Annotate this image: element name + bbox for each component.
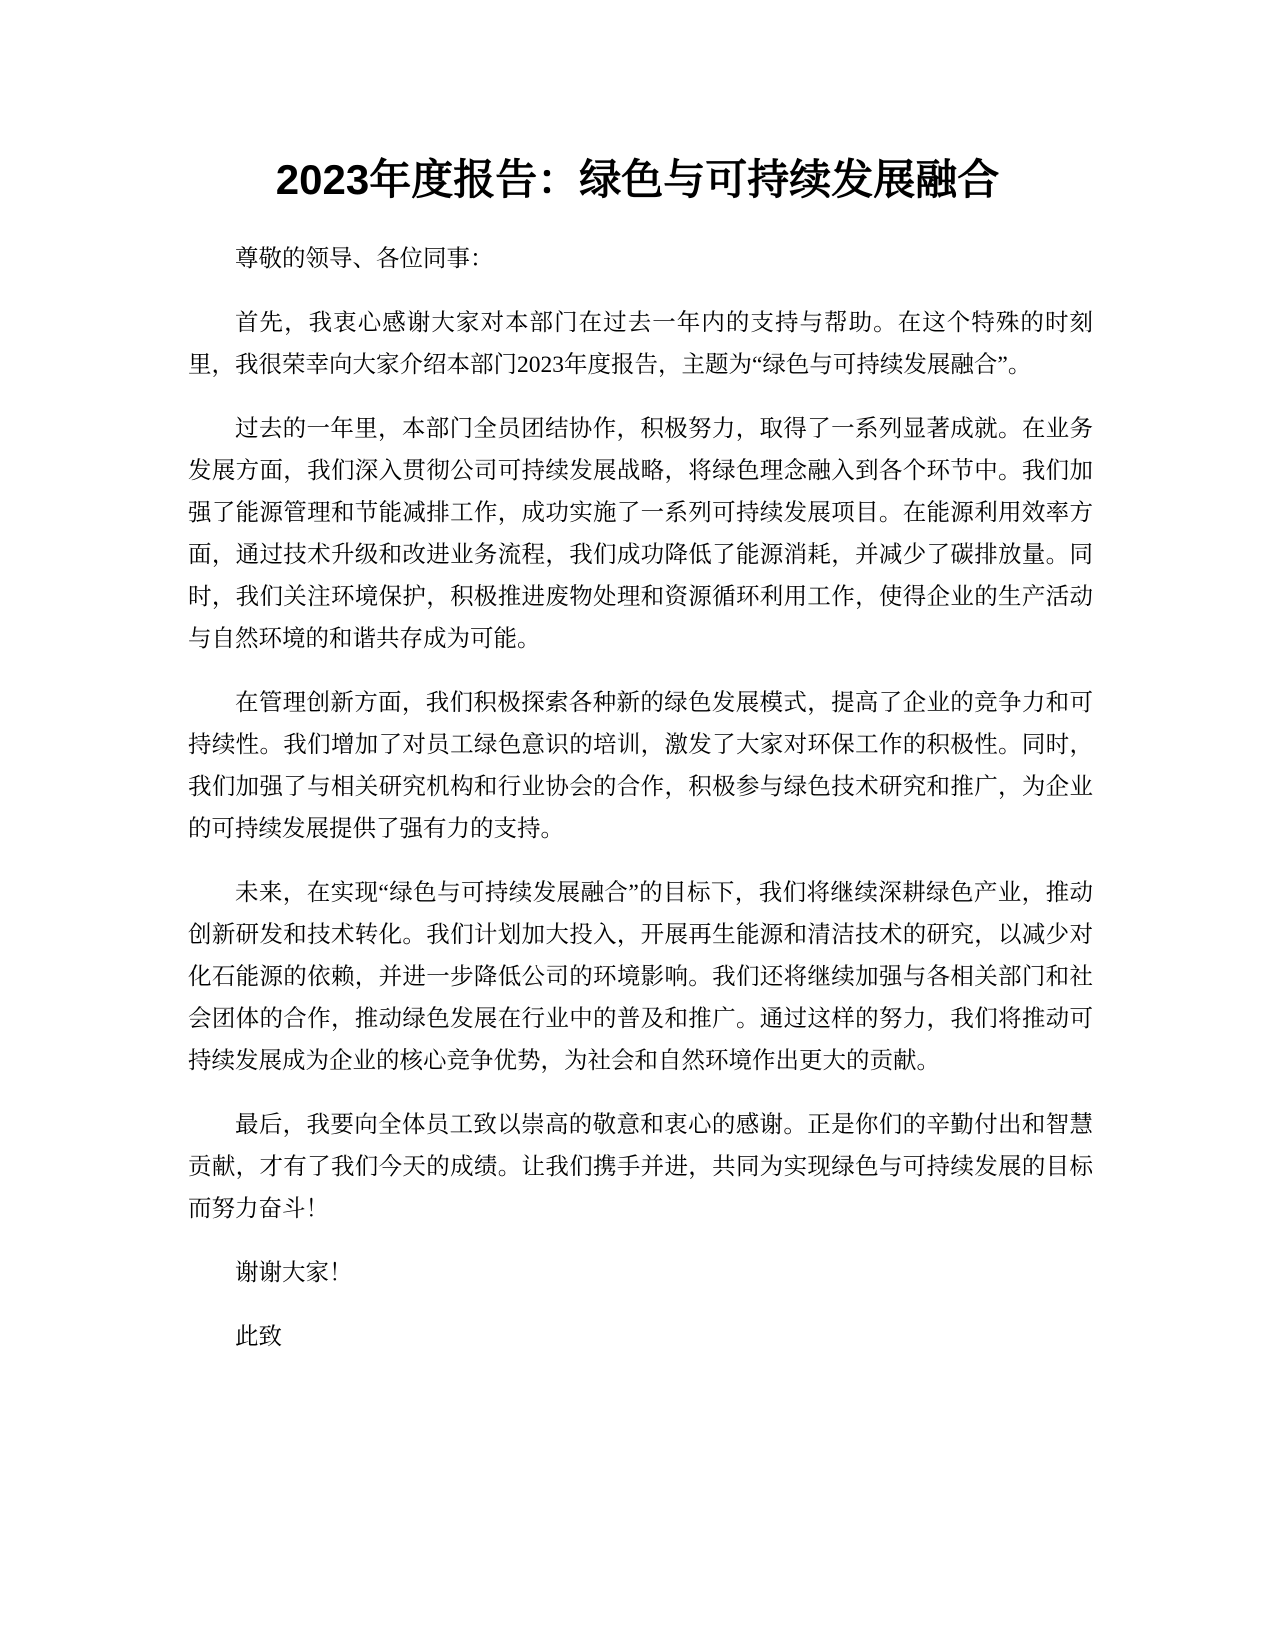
thank-you-line: 谢谢大家！	[235, 1260, 353, 1286]
achievements-paragraph: 过去的一年里，本部门全员团结协作，积极努力，取得了一系列显著成就。在业务发展方面，我们深入贯彻公司可持续发展战略，将绿色理念融入到各个环节中。我们加强了能源管理和节能减排工作，成功实施了一系列可持续发展项目。在能源利用效率方面，通过技术升级和改进业务流程，我们成功降低了能源消耗，并减少了碳排放量。同时，我们关注环境保护，积极推进废物处理和资源循环利用工作，使得企业的生产活动与自然环境的和谐共存成为可能。	[188, 416, 1093, 652]
sign-off-line: 此致	[235, 1324, 282, 1350]
document-body	[188, 238, 1093, 1380]
salutation-paragraph: 尊敬的领导、各位同事：	[235, 246, 494, 272]
document-title: 2023年度报告：绿色与可持续发展融合	[275, 156, 1000, 203]
management-innovation-paragraph: 在管理创新方面，我们积极探索各种新的绿色发展模式，提高了企业的竞争力和可持续性。我们增加了对员工绿色意识的培训，激发了大家对环保工作的积极性。同时，我们加强了与相关研究机构和行业协会的合作，积极参与绿色技术研究和推广，为企业的可持续发展提供了强有力的支持。	[188, 690, 1093, 842]
intro-paragraph: 首先，我衷心感谢大家对本部门在过去一年内的支持与帮助。在这个特殊的时刻里，我很荣幸向大家介绍本部门2023年度报告，主题为“绿色与可持续发展融合”。	[188, 310, 1093, 378]
closing-thanks-paragraph: 最后，我要向全体员工致以崇高的敬意和衷心的感谢。正是你们的辛勤付出和智慧贡献，才有了我们今天的成绩。让我们携手并进，共同为实现绿色与可持续发展的目标而努力奋斗！	[188, 1112, 1093, 1222]
future-plans-paragraph: 未来，在实现“绿色与可持续发展融合”的目标下，我们将继续深耕绿色产业，推动创新研发和技术转化。我们计划加大投入，开展再生能源和清洁技术的研究，以减少对化石能源的依赖，并进一步降低公司的环境影响。我们还将继续加强与各相关部门和社会团体的合作，推动绿色发展在行业中的普及和推广。通过这样的努力，我们将推动可持续发展成为企业的核心竞争优势，为社会和自然环境作出更大的贡献。	[188, 880, 1093, 1074]
